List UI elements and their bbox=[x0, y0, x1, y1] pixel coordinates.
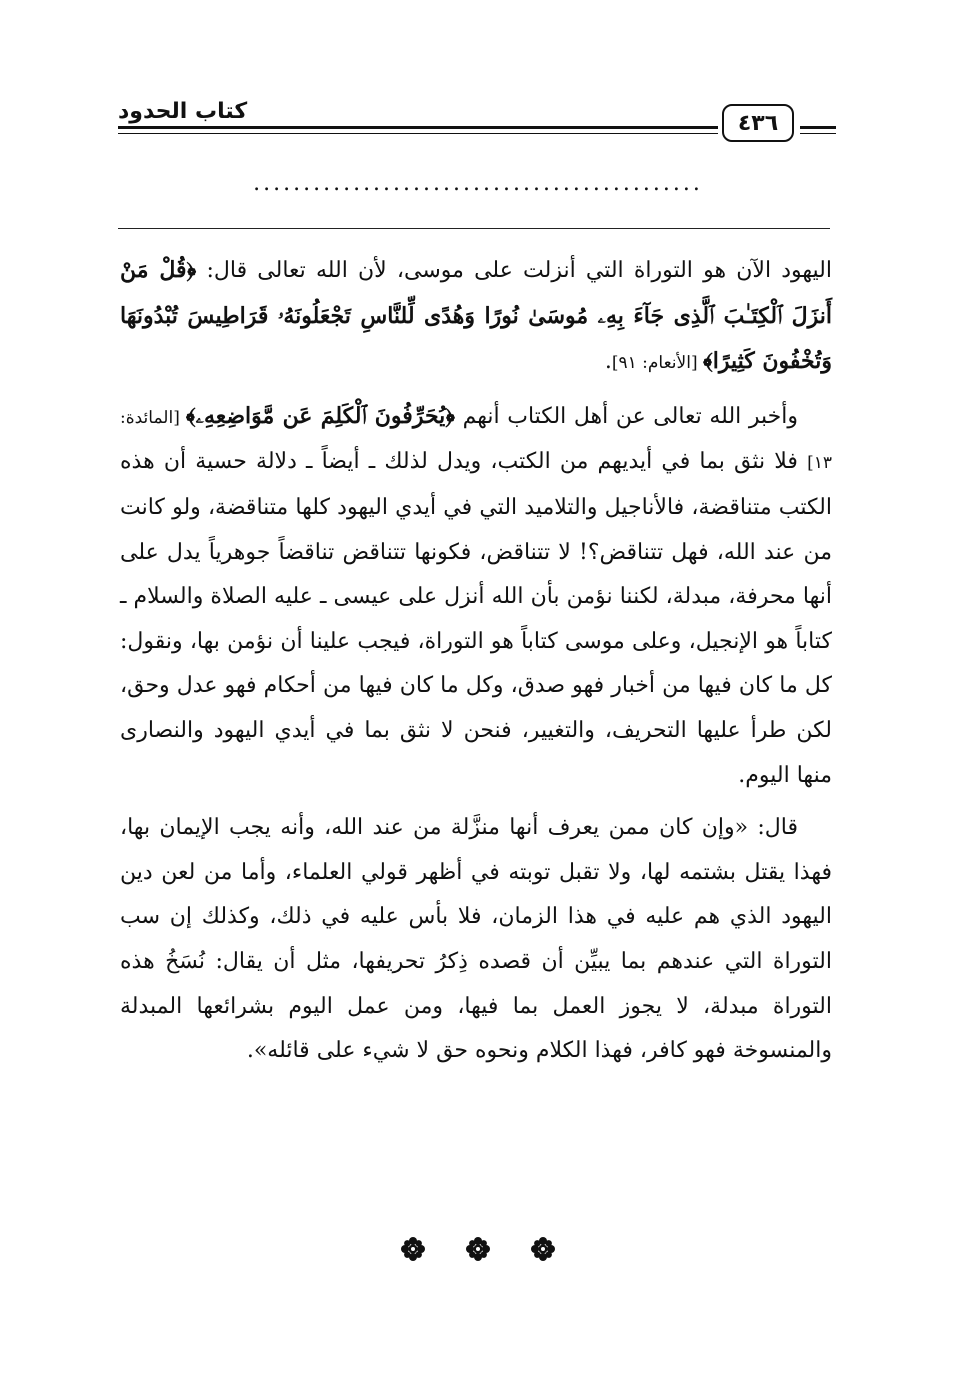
header-rule-thick bbox=[118, 126, 718, 129]
header-rule-thin bbox=[118, 133, 718, 134]
paragraph-2-intro: وأخبر الله تعالى عن أهل الكتاب أنهم bbox=[455, 403, 798, 429]
separator-dots: ............................................. bbox=[253, 172, 703, 196]
paragraph-2-text: فلا نثق بما في أيديهم من الكتب، ويدل لذلك ـ أيضاً ـ دلالة حسية أن هذه الكتب متناقضة، فالأناجيل والتلاميد التي في أيدي اليهود كلها متناقضة، ولو كانت من عند الله، فهل تتناقض؟! لا تتناقض، فكونها تتناقض تناقضاً جوهرياً يدل على أنها محرفة، مبدلة، لكننا نؤمن بأن الله أنزل على عيسى ـ عليه الصلاة والسلام ـ كتاباً هو الإنجيل، وعلى موسى كتاباً هو التوراة، فيجب علينا أن نؤمن بها، ونقول: كل ما كان فيها من أخبار فهو صدق، وكل ما كان فيها من أحكام فهو عدل وحق، لكن طرأ عليها التحريف، والتغيير، فنحن لا نثق بما في أيدي اليهود والنصارى منها اليوم. bbox=[120, 449, 832, 788]
verse-reference-maidah: [المائدة: ١٣] bbox=[120, 407, 832, 474]
quran-verse-maidah: ﴿يُحَرِّفُونَ ٱلْكَلِمَ عَن مَّوَاضِعِهِۦ﴾ bbox=[185, 402, 456, 429]
paragraph-2 bbox=[120, 394, 832, 798]
paragraph-1-end: . bbox=[604, 349, 612, 375]
flower-ornament-icon bbox=[465, 1236, 491, 1262]
separator-rule bbox=[118, 228, 830, 229]
flower-ornament-icon bbox=[400, 1236, 426, 1262]
quran-verse-anam: ﴿قُلْ مَنْ أَنزَلَ ٱلْكِتَـٰبَ ٱلَّذِى جَآءَ بِهِۦ مُوسَىٰ نُورًا وَهُدًى لِّلنَّاسِ تَجْعَلُونَهُۥ قَرَاطِيسَ تُبْدُونَهَا وَتُخْفُونَ كَثِيرًا﴾ bbox=[120, 257, 832, 375]
paragraph-3: قال: «وإن كان ممن يعرف أنها منزَّلة من عند الله، وأنه يجب الإيمان بها، فهذا يقتل بشتمه لها، ولا تقبل توبته في أظهر قولي العلماء، وأما من لعن دين اليهود الذي هم عليه في هذا الزمان، فلا بأس عليه في ذلك، وكذلك إن سب التوراة التي عندهم بما يبيِّن أن قصده ذِكرُ تحريفها، مثل أن يقال: نُسَخُ هذه التوراة مبدلة، لا يجوز العمل بما فيها، ومن عمل اليوم بشرائعها المبدلة والمنسوخة فهو كافر، فهذا الكلام ونحوه حق لا شيء على قائله». bbox=[120, 815, 832, 1064]
flower-ornament-icon bbox=[530, 1236, 556, 1262]
running-title: كتاب الحدود bbox=[118, 99, 248, 124]
page-number: ٤٣٦ bbox=[722, 104, 794, 142]
verse-reference-anam: [الأنعام: ٩١] bbox=[611, 353, 703, 374]
paragraph-1-text: اليهود الآن هو التوراة التي أنزلت على موسى، لأن الله تعالى قال: bbox=[196, 258, 832, 283]
header-rule-right-thin bbox=[800, 133, 836, 134]
paragraph-1 bbox=[120, 248, 832, 386]
body-text bbox=[120, 248, 832, 1074]
section-end-ornaments bbox=[400, 1236, 556, 1262]
header-rule-right-thick bbox=[800, 126, 836, 129]
